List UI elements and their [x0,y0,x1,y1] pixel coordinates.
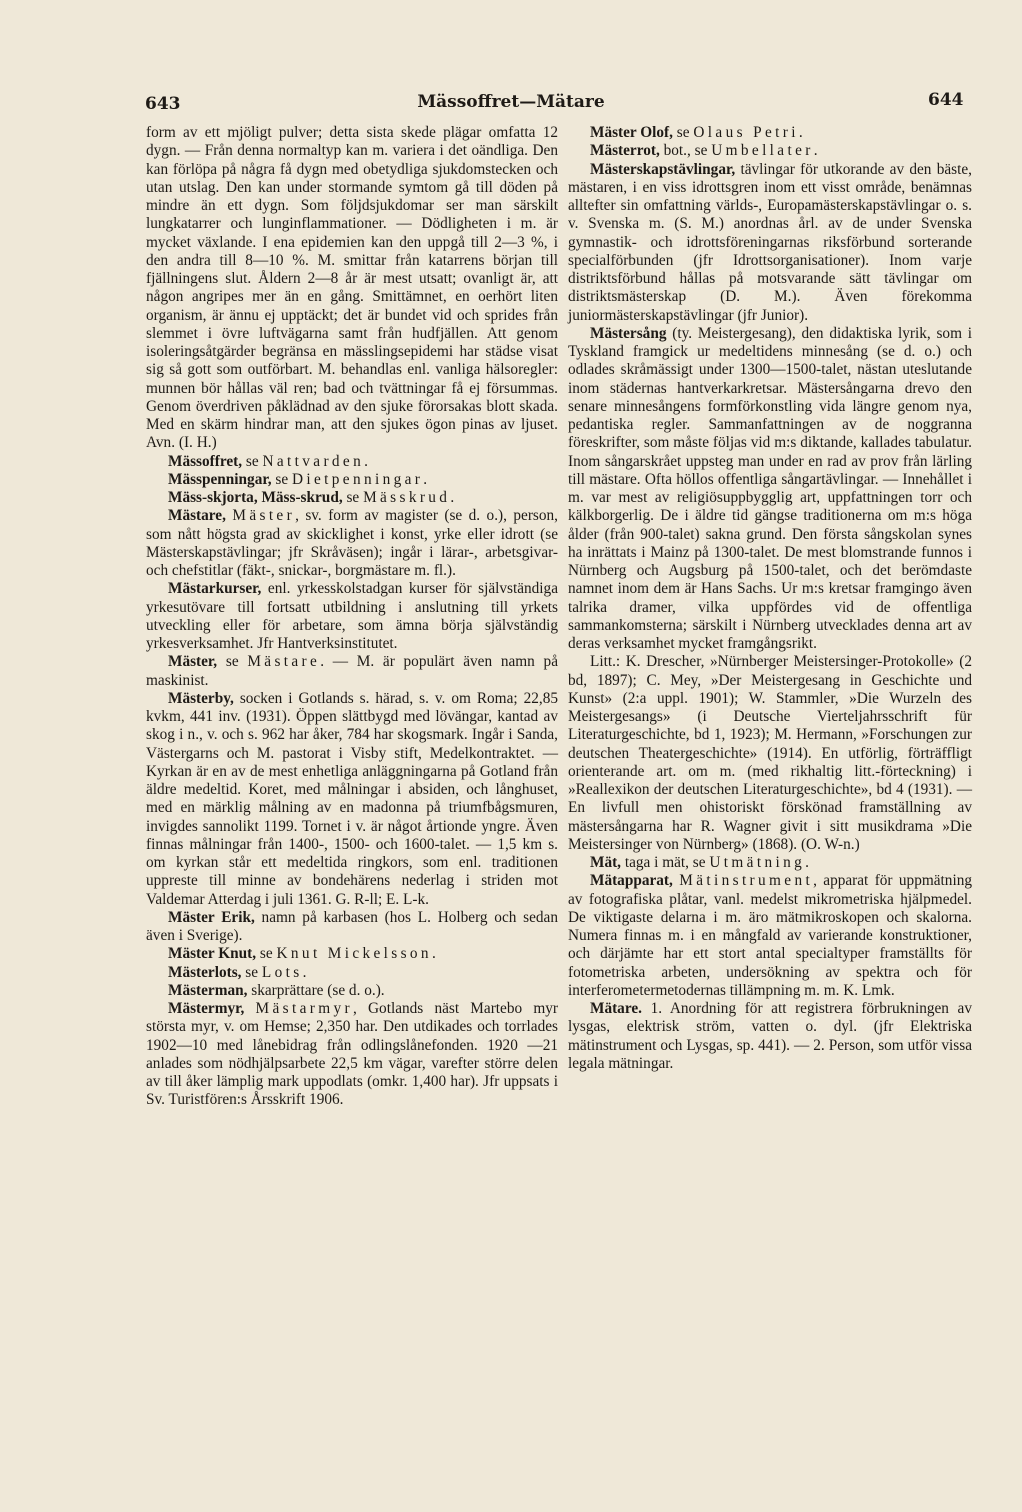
dictionary-entry [568,325,972,654]
entry-text: namn på karbasen (hos L. Holberg och sedan även i Sverige). [146,908,558,944]
dictionary-entry [568,161,972,325]
dictionary-entry [146,471,558,489]
dictionary-entry [146,580,558,653]
entry-headword: Mästermyr, [168,1000,245,1017]
dictionary-entry [568,1000,972,1073]
cross-reference: Mäster [232,507,296,525]
entry-headword: Mästersång [590,324,667,342]
cross-reference: Mästare [247,653,321,671]
entry-text-continued: , apparat för uppmätning av fotografiska plåtar, vanl. medelst mikrometriska hjälpmedel. De viktigaste delarna i m. äro mätmikroskopen och skalorna. Numera finnas m. i en mångfald av varierande konstruktioner, och därjämte har ett stort antal specialtyper framställts för fotometriska arbeten, undersökning av spektra och för interferometermetodernas tillämpning m. m. K. Lmk. [568,872,972,999]
entry-text: taga i mät, se [621,854,710,871]
cross-reference: Utmätning [709,854,806,871]
entry-text: Litt.: K. Drescher, »Nürnberger Meistersinger-Protokolle» (2 bd, 1897); C. Mey, »Der Meistergesang in Geschichte und Kunst» (2:a uppl. 1901); W. Stammler, »Die Wurzeln des Meistergesangs» (i Deutsche Vierteljahrsschrift für Literaturgeschichte, bd 1, 1923); M. Hermann, »Forschungen zur deutschen Theatergeschichte» (1914). En utförlig, förträffligt orienterande art. om m. (med rikhaltig litt.-förteckning) i »Reallexikon der deutschen Literaturgeschichte», bd 4 (1931). —En livfull men ohistoriskt förskönad framställning av mästersångarna har R. Wagner givit i sitt musikdrama »Die Meistersinger von Nürnberg» (1868). (O. W-n.) [568,653,972,853]
entry-text-continued: . [798,124,803,141]
entry-headword: Mässoffret, [168,452,243,470]
dictionary-entry [568,124,972,142]
dictionary-entry [568,854,972,872]
running-title: Mässoffret—Mätare [417,92,605,112]
cross-reference: Olaus Petri [693,124,799,141]
entry-headword: Mästerlots, [168,963,242,981]
entry-text-continued: . [813,142,818,160]
right-text-column [568,124,972,1073]
dictionary-entry [568,872,972,1000]
entry-text: tävlingar för utkorande av den bäste, mästaren, i en viss idrottsgren inom ett visst område, benämnas alltefter sin omfattning världs-, Europamästerskapstävlingar o. s. v. Svenska m. (S. M.) anordnas årl. av de under Svenska gymnastik- och idrottsföreningarnas riksförbund sorterande specialförbunden (jfr Idrottsorganisationer). Inom varje distriktsförbund hållas på motsvarande sätt tävlingar om distriktsmästerskap (D. M.). Även förekomma juniormästerskapstävlingar (jfr Junior). [568,160,972,324]
dictionary-entry [146,124,558,453]
entry-text-continued: , Gotlands näst Martebo myr största myr, v. om Hemse; 2,350 har. Den utdikades och torrlades 1902—10 med lånebidrag från odlingslånefonden. 1920 —21 anlades som nödhjälpsarbete 22,5 km vägar, varefter större delen av till åker lämplig mark uppodlats (omkr. 1,400 har). Jfr uppsats i Sv. Turistfören:s Årsskrift 1906. [146,1000,558,1109]
entry-text-continued: . — M. är populärt även namn på maskinist. [146,653,558,689]
entry-headword: Mäss-skjorta, Mäss-skrud, [168,489,343,506]
entry-text: se [256,945,277,963]
entry-text-continued: . [805,854,809,871]
dictionary-entry [146,507,558,580]
entry-text: se [217,653,248,671]
dictionary-entry [146,945,558,963]
entry-text: bot., se [659,142,712,160]
cross-reference: Lots [261,963,303,981]
entry-text-continued: . [431,945,436,963]
entry-text: se [271,470,292,488]
entry-text: (ty. Meistergesang), den didaktiska lyrik, som i Tyskland framgick ur medeltidens minnesång (se d. o.) och odlades skråmässigt under 1300—1500-talet, nästan uteslutande inom städernas hantverkarkretsar. Mästersångarna drevo den senare minnesångens formförkonstling vida längre genom nya, pedantiska regler. Sammanfattningen av de noggranna föreskrifter, som måste följas vid m:s diktande, kallades tabulatur. Inom sångarskrået uppsteg man under en rad av prov från lärling till mästare. Ofta höllos offentliga sångartävlingar. — Innehållet i m. var mest av religiösuppbygglig art, uppfattningen torr och kälkborgerlig. De i äldre tid gängse traditionerna om m:s höga ålder (från 900-talet) sakna grund. Den första sångskolan synes ha inrättats i Mainz på 1300-talet. De mest blomstrande funnos i Nürnberg och Augsburg på 1500-talet, och det berömdaste namnet inom dem är Hans Sachs. Ur m:s kretsar framgingo även talrika dramer, vilka uppfördes vid de offentliga sammankomsterna; särskilt i Nürnberg utvecklades denna art av deras verksamhet mycket framgångsrikt. [568,324,972,652]
dictionary-entry [146,1000,558,1110]
entry-headword: Mässpenningar, [168,470,272,488]
entry-text: 1. Anordning för att registrera förbrukningen av lysgas, elektrisk ström, vatten o. dyl. (jfr Elektriska mätinstrument och Lysgas, sp. 441). — 2. Person, som utför vissa legala mätningar. [568,1000,972,1072]
cross-reference: Dietpenningar [291,470,424,488]
entry-headword: Mästerskapstävlingar, [590,160,736,178]
entry-text: se [242,452,263,470]
left-text-column [146,124,558,1110]
dictionary-entry [146,690,558,909]
dictionary-entry [568,142,972,160]
entry-headword: Mästerman, [168,981,248,999]
dictionary-entry [146,653,558,690]
entry-headword: Mästare, [168,507,226,525]
entry-text-continued: . [364,452,368,470]
entry-headword: Mästarkurser, [168,580,262,598]
dictionary-entry [146,489,558,507]
entry-headword: Mät, [590,854,622,871]
entry-headword: Mätapparat, [590,872,673,890]
entry-headword: Mästerrot, [590,142,660,160]
cross-reference: Nattvarden [262,452,365,470]
left-page-number: 643 [145,94,181,114]
dictionary-entry [146,453,558,471]
entry-headword: Mäster, [168,653,218,671]
entry-headword: Mäster Erik, [168,908,255,926]
cross-reference: Knut Mickelsson [276,945,432,963]
entry-text: enl. yrkesskolstadgan kurser för självständiga yrkesutövare till fortsatt utbildning i anslutning till yrkets utveckling eller för arbetare, som ämna börja självständig yrkesverksamhet. Jfr Hantverksinstitutet. [146,580,558,652]
entry-text: se [241,963,262,981]
dictionary-entry [568,653,972,854]
entry-text: form av ett mjöligt pulver; detta sista skede plägar omfatta 12 dygn. — Från denna normaltyp kan m. variera i det oändliga. Den kan förlöpa på några få dygn med obetydliga sjukdomstecken och utan utslag. Den kan under stormande symtom gå till döden på mindre än ett dygn. Som följdsjukdomar ser man särskilt lungkatarrer och lunginflammationer. — Dödligheten i m. är mycket växlande. I ena epidemien kan den uppgå till 2—3 %, i den andra till 8—10 %. M. smittar från katarrens början till fjällningens slut. Åldern 2—8 år är mest utsatt; ovanligt är, att någon angripes mer än en gång. Smittämnet, en oerhört liten organism, är ännu ej upptäckt; det är bundet vid och sprides från slemmet i övre luftvägarna samt från hudfjällen. Att genom isoleringsåtgärder begränsa en mässlingsepidemi har städse visat sig så gott som outförbart. M. behandlas enl. vanliga hälsoregler: munnen bör hållas väl ren; bad och tvättningar få ej försummas. Genom överdriven påklädnad av den sjuke förorsakas blott skada. Med en skärm hindrar man, att den sjukes ögon pinas av ljuset. Avn. (I. H.) [146,124,558,452]
cross-reference: Mätinstrument [679,872,814,890]
entry-text-continued: . [450,489,455,506]
cross-reference: Mästarmyr [255,1000,353,1017]
dictionary-entry [146,964,558,982]
entry-headword: Mäster Knut, [168,945,257,963]
dictionary-entry [146,909,558,946]
entry-text: skarprättare (se d. o.). [247,981,385,999]
entry-text: socken i Gotlands s. härad, s. v. om Roma; 22,85 kvkm, 441 inv. (1931). Öppen slättbygd med lövängar, kantad av skog i n., v. och s. 962 har åker, 784 har skogsmark. Ingår i Sanda, Västergarns och M. pastorat i Visby stift, Medelkontraktet. — Kyrkan är en av de mest enhetliga anläggningarna på Gotland från äldre medeltid. Koret, med målningar i absiden, och långhuset, med en märklig målning av en madonna på triumfbågsmuren, invigdes sannolikt 1199. Tornet i v. är något årtionde yngre. Även finnas målningar från 1400-, 1500- och 1600-talet. — 1,5 km s. om kyrkan står ett medeltida ringkors, som enl. traditionen uppreste till minne av bondehärens nederlag i striden mot Valdemar Atterdag i juli 1361. G. R-ll; E. L-k. [146,689,558,908]
entry-text-continued: . [302,963,307,981]
right-page-number: 644 [928,90,964,110]
cross-reference: Mässkrud [363,489,451,506]
entry-text-continued: , sv. form av magister (se d. o.), person, som nått högsta grad av skicklighet i konst, yrke eller idrott (se Mästerskapstävlingar; jfr Skråväsen); ingår i lärar-, arbetsgivar- och chefstitlar (fäkt-, snickar-, borgmästare m. fl.). [146,507,558,579]
dictionary-entry [146,982,558,1000]
cross-reference: Umbellater [711,142,814,160]
entry-headword: Mätare. [590,1000,642,1017]
entry-headword: Mästerby, [168,689,234,707]
entry-text-continued: . [423,470,428,488]
entry-headword: Mäster Olof, [590,124,673,141]
entry-text: se [342,489,364,506]
entry-text: se [672,124,694,141]
entry-text [244,1000,255,1017]
